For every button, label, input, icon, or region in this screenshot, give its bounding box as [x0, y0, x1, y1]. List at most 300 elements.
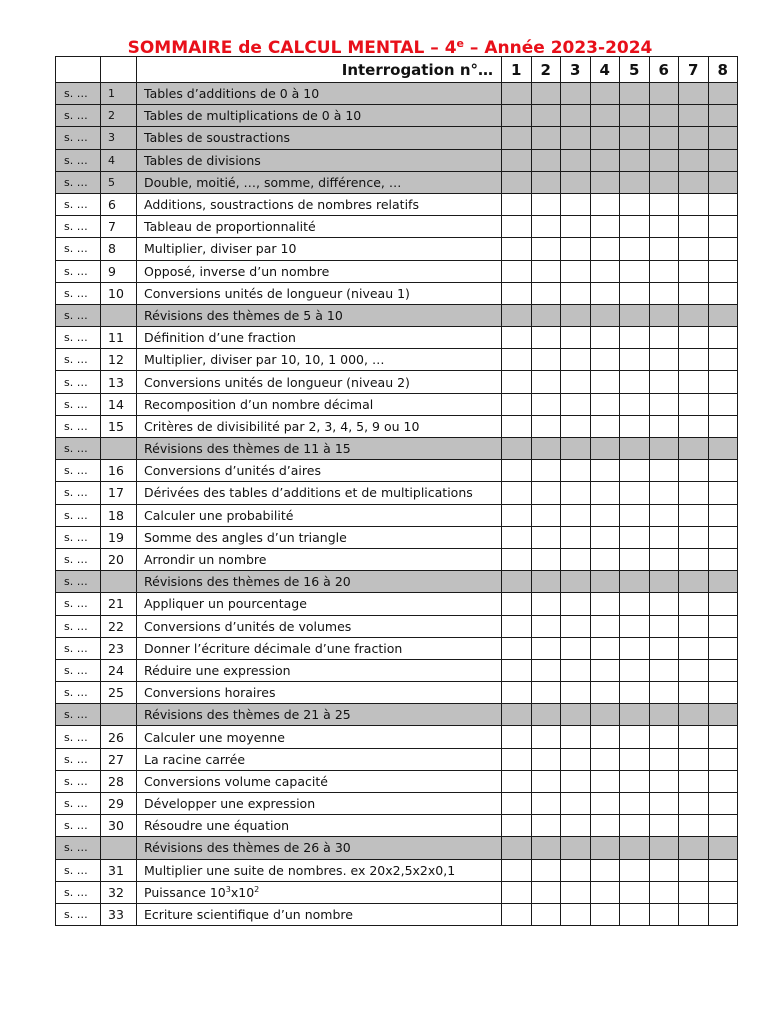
score-cell[interactable]: [708, 83, 738, 105]
score-cell[interactable]: [502, 548, 532, 570]
score-cell[interactable]: [590, 637, 620, 659]
score-cell[interactable]: [649, 526, 679, 548]
score-cell[interactable]: [708, 726, 738, 748]
score-cell[interactable]: [561, 659, 591, 681]
score-cell[interactable]: [590, 571, 620, 593]
score-cell[interactable]: [679, 793, 709, 815]
score-cell[interactable]: [502, 815, 532, 837]
score-cell[interactable]: [620, 371, 650, 393]
score-cell[interactable]: [679, 859, 709, 881]
score-cell[interactable]: [561, 748, 591, 770]
score-cell[interactable]: [590, 105, 620, 127]
score-cell[interactable]: [531, 149, 561, 171]
score-cell[interactable]: [502, 593, 532, 615]
score-cell[interactable]: [561, 105, 591, 127]
score-cell[interactable]: [561, 282, 591, 304]
score-cell[interactable]: [620, 304, 650, 326]
score-cell[interactable]: [502, 438, 532, 460]
score-cell[interactable]: [502, 903, 532, 925]
score-cell[interactable]: [531, 726, 561, 748]
score-cell[interactable]: [531, 260, 561, 282]
score-cell[interactable]: [708, 815, 738, 837]
score-cell[interactable]: [708, 504, 738, 526]
score-cell[interactable]: [708, 415, 738, 437]
score-cell[interactable]: [502, 615, 532, 637]
score-cell[interactable]: [561, 83, 591, 105]
score-cell[interactable]: [620, 149, 650, 171]
score-cell[interactable]: [531, 748, 561, 770]
score-cell[interactable]: [561, 238, 591, 260]
score-cell[interactable]: [502, 704, 532, 726]
score-cell[interactable]: [708, 837, 738, 859]
score-cell[interactable]: [590, 548, 620, 570]
score-cell[interactable]: [649, 127, 679, 149]
score-cell[interactable]: [620, 748, 650, 770]
score-cell[interactable]: [708, 881, 738, 903]
score-cell[interactable]: [649, 748, 679, 770]
score-cell[interactable]: [502, 837, 532, 859]
score-cell[interactable]: [620, 793, 650, 815]
score-cell[interactable]: [649, 859, 679, 881]
score-cell[interactable]: [590, 881, 620, 903]
score-cell[interactable]: [708, 149, 738, 171]
score-cell[interactable]: [531, 393, 561, 415]
score-cell[interactable]: [590, 260, 620, 282]
score-cell[interactable]: [708, 282, 738, 304]
score-cell[interactable]: [561, 881, 591, 903]
score-cell[interactable]: [531, 127, 561, 149]
score-cell[interactable]: [561, 482, 591, 504]
score-cell[interactable]: [649, 837, 679, 859]
score-cell[interactable]: [502, 637, 532, 659]
score-cell[interactable]: [590, 615, 620, 637]
score-cell[interactable]: [531, 216, 561, 238]
score-cell[interactable]: [531, 903, 561, 925]
score-cell[interactable]: [590, 593, 620, 615]
score-cell[interactable]: [531, 682, 561, 704]
score-cell[interactable]: [679, 504, 709, 526]
score-cell[interactable]: [561, 304, 591, 326]
score-cell[interactable]: [620, 438, 650, 460]
score-cell[interactable]: [561, 504, 591, 526]
score-cell[interactable]: [708, 238, 738, 260]
score-cell[interactable]: [531, 349, 561, 371]
score-cell[interactable]: [502, 282, 532, 304]
score-cell[interactable]: [708, 859, 738, 881]
score-cell[interactable]: [502, 859, 532, 881]
score-cell[interactable]: [649, 903, 679, 925]
score-cell[interactable]: [590, 83, 620, 105]
score-cell[interactable]: [531, 171, 561, 193]
score-cell[interactable]: [561, 216, 591, 238]
score-cell[interactable]: [502, 881, 532, 903]
score-cell[interactable]: [679, 682, 709, 704]
score-cell[interactable]: [649, 548, 679, 570]
score-cell[interactable]: [708, 304, 738, 326]
score-cell[interactable]: [649, 504, 679, 526]
score-cell[interactable]: [620, 815, 650, 837]
score-cell[interactable]: [590, 282, 620, 304]
score-cell[interactable]: [679, 460, 709, 482]
score-cell[interactable]: [649, 659, 679, 681]
score-cell[interactable]: [708, 349, 738, 371]
score-cell[interactable]: [679, 171, 709, 193]
score-cell[interactable]: [590, 815, 620, 837]
score-cell[interactable]: [679, 903, 709, 925]
score-cell[interactable]: [708, 371, 738, 393]
score-cell[interactable]: [708, 637, 738, 659]
score-cell[interactable]: [531, 659, 561, 681]
score-cell[interactable]: [531, 571, 561, 593]
score-cell[interactable]: [679, 105, 709, 127]
score-cell[interactable]: [590, 349, 620, 371]
score-cell[interactable]: [679, 260, 709, 282]
score-cell[interactable]: [708, 593, 738, 615]
score-cell[interactable]: [620, 83, 650, 105]
score-cell[interactable]: [561, 415, 591, 437]
score-cell[interactable]: [679, 770, 709, 792]
score-cell[interactable]: [620, 260, 650, 282]
score-cell[interactable]: [531, 881, 561, 903]
score-cell[interactable]: [502, 349, 532, 371]
score-cell[interactable]: [620, 415, 650, 437]
score-cell[interactable]: [590, 704, 620, 726]
score-cell[interactable]: [649, 482, 679, 504]
score-cell[interactable]: [531, 83, 561, 105]
score-cell[interactable]: [649, 438, 679, 460]
score-cell[interactable]: [649, 83, 679, 105]
score-cell[interactable]: [708, 571, 738, 593]
score-cell[interactable]: [620, 859, 650, 881]
score-cell[interactable]: [561, 571, 591, 593]
score-cell[interactable]: [590, 682, 620, 704]
score-cell[interactable]: [649, 349, 679, 371]
score-cell[interactable]: [679, 815, 709, 837]
score-cell[interactable]: [531, 593, 561, 615]
score-cell[interactable]: [590, 482, 620, 504]
score-cell[interactable]: [590, 438, 620, 460]
score-cell[interactable]: [649, 770, 679, 792]
score-cell[interactable]: [561, 371, 591, 393]
score-cell[interactable]: [561, 393, 591, 415]
score-cell[interactable]: [708, 793, 738, 815]
score-cell[interactable]: [679, 881, 709, 903]
score-cell[interactable]: [502, 726, 532, 748]
score-cell[interactable]: [561, 903, 591, 925]
score-cell[interactable]: [502, 327, 532, 349]
score-cell[interactable]: [561, 127, 591, 149]
score-cell[interactable]: [679, 637, 709, 659]
score-cell[interactable]: [708, 482, 738, 504]
score-cell[interactable]: [531, 304, 561, 326]
score-cell[interactable]: [561, 770, 591, 792]
score-cell[interactable]: [679, 127, 709, 149]
score-cell[interactable]: [649, 571, 679, 593]
score-cell[interactable]: [502, 415, 532, 437]
score-cell[interactable]: [531, 105, 561, 127]
score-cell[interactable]: [620, 770, 650, 792]
score-cell[interactable]: [502, 659, 532, 681]
score-cell[interactable]: [531, 371, 561, 393]
score-cell[interactable]: [590, 460, 620, 482]
score-cell[interactable]: [561, 837, 591, 859]
score-cell[interactable]: [620, 615, 650, 637]
score-cell[interactable]: [679, 659, 709, 681]
score-cell[interactable]: [590, 216, 620, 238]
score-cell[interactable]: [649, 593, 679, 615]
score-cell[interactable]: [502, 304, 532, 326]
score-cell[interactable]: [531, 793, 561, 815]
score-cell[interactable]: [649, 815, 679, 837]
score-cell[interactable]: [620, 504, 650, 526]
score-cell[interactable]: [708, 748, 738, 770]
score-cell[interactable]: [620, 282, 650, 304]
score-cell[interactable]: [590, 770, 620, 792]
score-cell[interactable]: [502, 171, 532, 193]
score-cell[interactable]: [502, 127, 532, 149]
score-cell[interactable]: [679, 571, 709, 593]
score-cell[interactable]: [502, 238, 532, 260]
score-cell[interactable]: [590, 726, 620, 748]
score-cell[interactable]: [590, 193, 620, 215]
score-cell[interactable]: [590, 304, 620, 326]
score-cell[interactable]: [531, 482, 561, 504]
score-cell[interactable]: [620, 238, 650, 260]
score-cell[interactable]: [502, 526, 532, 548]
score-cell[interactable]: [531, 327, 561, 349]
score-cell[interactable]: [561, 637, 591, 659]
score-cell[interactable]: [679, 238, 709, 260]
score-cell[interactable]: [708, 615, 738, 637]
score-cell[interactable]: [679, 837, 709, 859]
score-cell[interactable]: [649, 682, 679, 704]
score-cell[interactable]: [590, 526, 620, 548]
score-cell[interactable]: [620, 171, 650, 193]
score-cell[interactable]: [679, 193, 709, 215]
score-cell[interactable]: [531, 859, 561, 881]
score-cell[interactable]: [561, 815, 591, 837]
score-cell[interactable]: [561, 460, 591, 482]
score-cell[interactable]: [561, 704, 591, 726]
score-cell[interactable]: [502, 149, 532, 171]
score-cell[interactable]: [649, 105, 679, 127]
score-cell[interactable]: [502, 571, 532, 593]
score-cell[interactable]: [620, 726, 650, 748]
score-cell[interactable]: [679, 438, 709, 460]
score-cell[interactable]: [620, 349, 650, 371]
score-cell[interactable]: [708, 105, 738, 127]
score-cell[interactable]: [531, 282, 561, 304]
score-cell[interactable]: [502, 770, 532, 792]
score-cell[interactable]: [590, 393, 620, 415]
score-cell[interactable]: [590, 371, 620, 393]
score-cell[interactable]: [620, 571, 650, 593]
score-cell[interactable]: [679, 526, 709, 548]
score-cell[interactable]: [561, 526, 591, 548]
score-cell[interactable]: [561, 349, 591, 371]
score-cell[interactable]: [502, 748, 532, 770]
score-cell[interactable]: [708, 127, 738, 149]
score-cell[interactable]: [531, 548, 561, 570]
score-cell[interactable]: [620, 482, 650, 504]
score-cell[interactable]: [502, 371, 532, 393]
score-cell[interactable]: [590, 127, 620, 149]
score-cell[interactable]: [502, 682, 532, 704]
score-cell[interactable]: [620, 682, 650, 704]
score-cell[interactable]: [561, 548, 591, 570]
score-cell[interactable]: [708, 438, 738, 460]
score-cell[interactable]: [679, 282, 709, 304]
score-cell[interactable]: [561, 438, 591, 460]
score-cell[interactable]: [620, 393, 650, 415]
score-cell[interactable]: [708, 216, 738, 238]
score-cell[interactable]: [679, 615, 709, 637]
score-cell[interactable]: [620, 548, 650, 570]
score-cell[interactable]: [708, 193, 738, 215]
score-cell[interactable]: [679, 482, 709, 504]
score-cell[interactable]: [590, 149, 620, 171]
score-cell[interactable]: [679, 748, 709, 770]
score-cell[interactable]: [620, 327, 650, 349]
score-cell[interactable]: [708, 260, 738, 282]
score-cell[interactable]: [649, 393, 679, 415]
score-cell[interactable]: [620, 460, 650, 482]
score-cell[interactable]: [502, 504, 532, 526]
score-cell[interactable]: [649, 793, 679, 815]
score-cell[interactable]: [679, 83, 709, 105]
score-cell[interactable]: [590, 171, 620, 193]
score-cell[interactable]: [679, 415, 709, 437]
score-cell[interactable]: [649, 327, 679, 349]
score-cell[interactable]: [561, 726, 591, 748]
score-cell[interactable]: [649, 149, 679, 171]
score-cell[interactable]: [679, 593, 709, 615]
score-cell[interactable]: [679, 393, 709, 415]
score-cell[interactable]: [679, 304, 709, 326]
score-cell[interactable]: [620, 903, 650, 925]
score-cell[interactable]: [531, 770, 561, 792]
score-cell[interactable]: [649, 171, 679, 193]
score-cell[interactable]: [561, 260, 591, 282]
score-cell[interactable]: [649, 282, 679, 304]
score-cell[interactable]: [708, 327, 738, 349]
score-cell[interactable]: [708, 393, 738, 415]
score-cell[interactable]: [679, 726, 709, 748]
score-cell[interactable]: [590, 903, 620, 925]
score-cell[interactable]: [620, 593, 650, 615]
score-cell[interactable]: [679, 548, 709, 570]
score-cell[interactable]: [561, 793, 591, 815]
score-cell[interactable]: [502, 193, 532, 215]
score-cell[interactable]: [649, 637, 679, 659]
score-cell[interactable]: [531, 193, 561, 215]
score-cell[interactable]: [708, 903, 738, 925]
score-cell[interactable]: [649, 304, 679, 326]
score-cell[interactable]: [620, 526, 650, 548]
score-cell[interactable]: [679, 349, 709, 371]
score-cell[interactable]: [531, 238, 561, 260]
score-cell[interactable]: [531, 438, 561, 460]
score-cell[interactable]: [649, 704, 679, 726]
score-cell[interactable]: [590, 748, 620, 770]
score-cell[interactable]: [620, 216, 650, 238]
score-cell[interactable]: [708, 460, 738, 482]
score-cell[interactable]: [679, 327, 709, 349]
score-cell[interactable]: [620, 704, 650, 726]
score-cell[interactable]: [531, 704, 561, 726]
score-cell[interactable]: [502, 460, 532, 482]
score-cell[interactable]: [561, 593, 591, 615]
score-cell[interactable]: [620, 659, 650, 681]
score-cell[interactable]: [531, 415, 561, 437]
score-cell[interactable]: [590, 415, 620, 437]
score-cell[interactable]: [561, 171, 591, 193]
score-cell[interactable]: [502, 105, 532, 127]
score-cell[interactable]: [649, 216, 679, 238]
score-cell[interactable]: [649, 615, 679, 637]
score-cell[interactable]: [531, 504, 561, 526]
score-cell[interactable]: [620, 881, 650, 903]
score-cell[interactable]: [590, 837, 620, 859]
score-cell[interactable]: [649, 726, 679, 748]
score-cell[interactable]: [502, 793, 532, 815]
score-cell[interactable]: [531, 460, 561, 482]
score-cell[interactable]: [649, 371, 679, 393]
score-cell[interactable]: [561, 682, 591, 704]
score-cell[interactable]: [708, 770, 738, 792]
score-cell[interactable]: [708, 659, 738, 681]
score-cell[interactable]: [708, 171, 738, 193]
score-cell[interactable]: [590, 238, 620, 260]
score-cell[interactable]: [590, 504, 620, 526]
score-cell[interactable]: [708, 548, 738, 570]
score-cell[interactable]: [679, 216, 709, 238]
score-cell[interactable]: [620, 105, 650, 127]
score-cell[interactable]: [649, 881, 679, 903]
score-cell[interactable]: [561, 615, 591, 637]
score-cell[interactable]: [561, 859, 591, 881]
score-cell[interactable]: [531, 837, 561, 859]
score-cell[interactable]: [620, 637, 650, 659]
score-cell[interactable]: [649, 238, 679, 260]
score-cell[interactable]: [649, 460, 679, 482]
score-cell[interactable]: [590, 659, 620, 681]
score-cell[interactable]: [708, 682, 738, 704]
score-cell[interactable]: [531, 615, 561, 637]
score-cell[interactable]: [531, 526, 561, 548]
score-cell[interactable]: [590, 793, 620, 815]
score-cell[interactable]: [590, 859, 620, 881]
score-cell[interactable]: [561, 193, 591, 215]
score-cell[interactable]: [649, 415, 679, 437]
score-cell[interactable]: [679, 371, 709, 393]
score-cell[interactable]: [531, 637, 561, 659]
score-cell[interactable]: [590, 327, 620, 349]
score-cell[interactable]: [561, 149, 591, 171]
score-cell[interactable]: [620, 127, 650, 149]
score-cell[interactable]: [502, 393, 532, 415]
score-cell[interactable]: [502, 216, 532, 238]
score-cell[interactable]: [708, 704, 738, 726]
score-cell[interactable]: [502, 83, 532, 105]
score-cell[interactable]: [649, 193, 679, 215]
score-cell[interactable]: [679, 149, 709, 171]
score-cell[interactable]: [708, 526, 738, 548]
score-cell[interactable]: [649, 260, 679, 282]
score-cell[interactable]: [531, 815, 561, 837]
score-cell[interactable]: [620, 193, 650, 215]
score-cell[interactable]: [502, 260, 532, 282]
